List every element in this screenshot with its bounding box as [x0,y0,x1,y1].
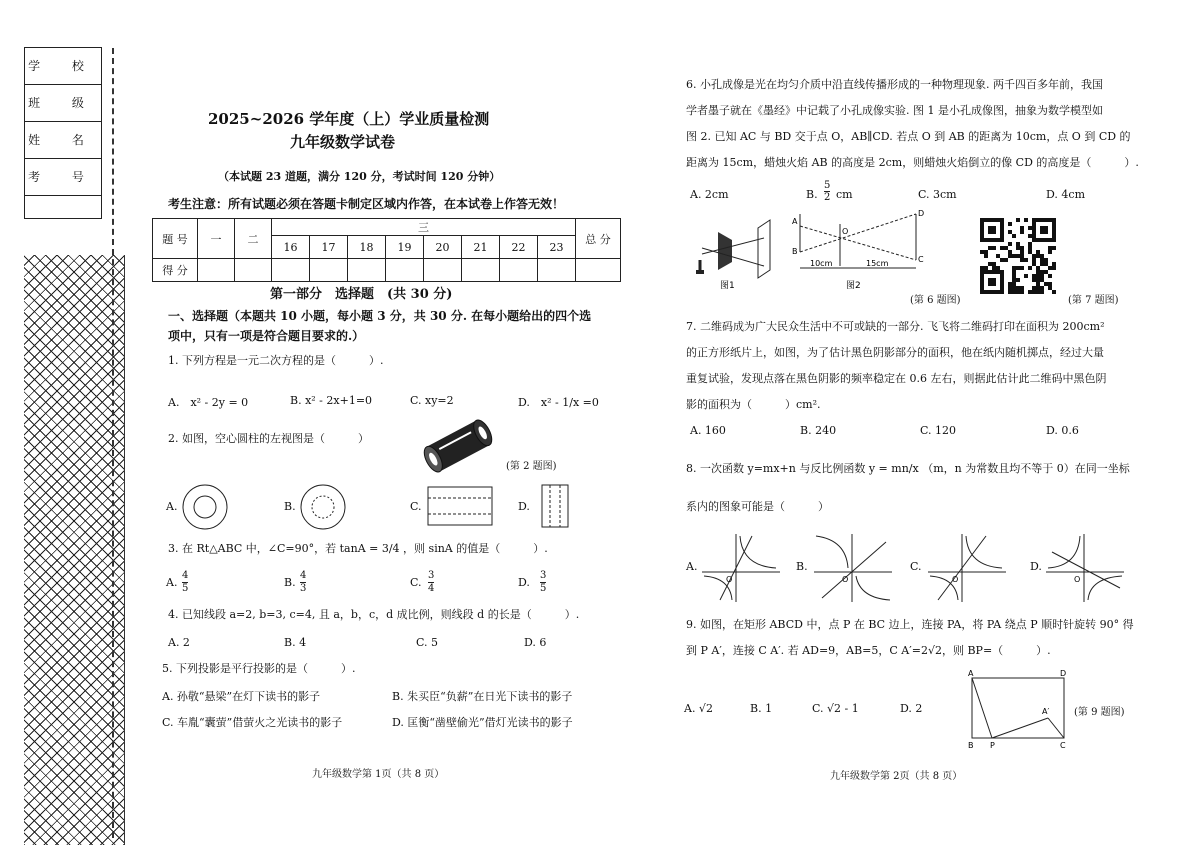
fig2-label: 图2 [846,281,861,291]
q7-line-2: 的正方形纸片上，如图，为了估计黑色阴影部分的面积，他在纸内随机掷点，经过大量 [686,346,1104,359]
q2-option-d: D. [518,500,530,513]
svg-text:B: B [792,247,798,256]
qr-code-figure [980,218,1056,294]
svg-text:C: C [1060,741,1066,750]
svg-text:O: O [952,575,959,584]
q6-b-num: 5 [824,180,831,191]
q7-line-4: 影的面积为（ ）cm². [686,398,821,411]
q9-line-2: 到 P A′，连接 C A′. 若 AD=9，AB=5，C A′=2√2，则 BP=（ ）. [686,644,1051,657]
q3-stem: 3. 在 Rt△ABC 中，∠C=90°，若 tanA = 3/4 ，则 sinA 的值是（ ）. [168,542,548,555]
exam-info: （本试题 23 道题，满分 120 分，考试时间 120 分钟） [218,170,501,183]
q3-b-fraction [300,570,306,595]
header-part-three: 三 [272,219,576,236]
q3-c-num: 3 [428,570,435,581]
q3-b-den: 3 [300,583,307,594]
q6-option-c: C. 3cm [918,188,957,201]
cut-line [112,48,114,838]
q5-option-a: A. 孙敬“悬梁”在灯下读书的影子 [162,690,321,703]
q1-option-b: B. x² - 2x+1=0 [290,394,373,407]
q2-stem: 2. 如图，空心圆柱的左视图是（ ） [168,432,369,445]
q4-stem: 4. 已知线段 a=2, b=3, c=4, 且 a，b，c，d 成比例，则线段 d 的长是（ ）. [168,608,580,621]
q9-caption: (第 9 题图) [1074,707,1125,718]
q6-b-unit: cm [836,188,853,201]
q8-line-2: 系内的图象可能是（ ） [686,500,829,513]
score-col-21: 21 [462,236,500,259]
q6-caption: (第 6 题图) [910,295,961,306]
page-footer-right: 九年级数学第 2页（共 8 页） [830,771,963,782]
q7-option-a: A. 160 [690,424,726,437]
q3-b-num: 4 [300,570,307,581]
score-col-23: 23 [538,236,576,259]
q1-option-a: A. x² - 2y = 0 [168,396,249,409]
q8-graph-b [812,532,894,604]
q3-d-num: 3 [540,570,547,581]
q2-option-b-figure [298,482,348,532]
q3-c-den: 4 [428,583,435,594]
q6-option-d: D. 4cm [1046,188,1086,201]
school-field: 学 校 [25,48,101,85]
q9-option-c: C. √2 - 1 [812,702,859,715]
q3-d-fraction [540,570,546,595]
q8-graph-d [1044,532,1126,604]
q2-option-b: B. [284,500,296,513]
q6-option-a: A. 2cm [690,188,729,201]
q8-option-c: C. [910,560,922,573]
q2-option-c-figure [426,484,496,530]
header-score: 得 分 [153,259,198,282]
hatched-binding-area [24,255,125,845]
q5-option-b: B. 朱买臣“负薪”在日光下读书的影子 [392,690,573,703]
q3-option-c: C. [410,576,422,589]
score-col-22: 22 [500,236,538,259]
q9-option-a: A. √2 [684,702,713,715]
score-col-17: 17 [310,236,348,259]
q6-line-3: 图 2. 已知 AC 与 BD 交于点 O，AB∥CD. 若点 O 到 AB 的距离为 10cm，点 O 到 CD 的 [686,130,1131,143]
pinhole-figure-2 [792,204,932,294]
q7-caption: (第 7 题图) [1068,295,1119,306]
exam-title: 2025~2026 学年度（上）学业质量检测 [208,110,490,128]
q9-line-1: 9. 如图，在矩形 ABCD 中，点 P 在 BC 边上，连接 PA，将 PA 绕点 P 顺时针旋转 90° 得 [686,618,1134,631]
q3-c-fraction [428,570,434,595]
score-col-19: 19 [386,236,424,259]
q3-option-d: D. [518,576,530,589]
hollow-cylinder-figure [418,418,498,474]
len1-label: 10cm [810,259,833,268]
header-total: 总 分 [576,219,621,259]
q2-option-a-figure [180,482,230,532]
header-part-two: 二 [235,219,272,259]
q9-rectangle-figure [964,666,1074,752]
q8-option-d: D. [1030,560,1042,573]
blank-field [25,196,101,218]
q3-a-fraction [182,570,188,595]
svg-text:O: O [726,575,733,584]
q4-option-b: B. 4 [284,636,307,649]
q6-b-den: 2 [824,192,831,203]
q8-graph-c [926,532,1008,604]
exam-number-field: 考 号 [25,159,101,196]
score-table [152,218,621,282]
score-col-18: 18 [348,236,386,259]
score-col-16: 16 [272,236,310,259]
name-field: 姓 名 [25,122,101,159]
q6-line-2: 学者墨子就在《墨经》中记载了小孔成像实验. 图 1 是小孔成像图，抽象为数学模型如 [686,104,1103,117]
part-one-instruction: 一、选择题（本题共 10 小题，每小题 3 分，共 30 分. 在每小题给出的四个选 [168,309,592,323]
score-col-20: 20 [424,236,462,259]
q3-d-den: 5 [540,583,547,594]
svg-text:B: B [968,741,974,750]
q1-option-d: D. x² - 1/x =0 [518,396,599,409]
fig1-label: 图1 [720,281,735,290]
svg-text:D: D [1060,669,1067,678]
q7-line-1: 7. 二维码成为广大民众生活中不可或缺的一部分. 飞飞将二维码打印在面积为 200cm² [686,320,1105,333]
q2-caption: (第 2 题图) [506,461,557,472]
student-info-box [24,47,102,219]
q2-option-d-figure [538,482,574,530]
svg-text:O: O [842,575,849,584]
q8-line-1: 8. 一次函数 y=mx+n 与反比例函数 y = mn/x （m，n 为常数且均不等于 0）在同一坐标 [686,462,1130,475]
q2-option-c: C. [410,500,422,513]
q3-a-num: 4 [182,570,189,581]
svg-text:C: C [918,255,924,264]
q3-a-den: 5 [182,583,189,594]
svg-text:P: P [990,741,995,750]
exam-subtitle: 九年级数学试卷 [290,133,396,151]
part-one-instruction-cont: 项中，只有一项是符合题目要求的.） [168,329,365,343]
header-question-number: 题 号 [153,219,198,259]
len2-label: 15cm [866,259,889,268]
q5-option-c: C. 车胤“囊萤”借萤火之光读书的影子 [162,716,343,729]
q8-graph-a [700,532,782,604]
class-field: 班 级 [25,85,101,122]
svg-text:A: A [968,669,974,678]
q4-option-c: C. 5 [416,636,439,649]
q3-option-b: B. [284,576,296,589]
svg-text:A′: A′ [1042,707,1050,716]
page-footer-left: 九年级数学第 1页（共 8 页） [312,769,445,780]
q4-option-a: A. 2 [168,636,190,649]
q9-option-b: B. 1 [750,702,773,715]
q4-option-d: D. 6 [524,636,547,649]
q6-line-4: 距离为 15cm，蜡烛火焰 AB 的高度是 2cm，则蜡烛火焰倒立的像 CD 的高度是（ ）. [686,156,1139,169]
svg-text:O: O [842,227,849,236]
pinhole-figure-1 [688,210,788,290]
svg-text:A: A [792,217,798,226]
exam-notice: 考生注意：所有试题必须在答题卡制定区域内作答，在本试卷上作答无效！ [168,197,565,211]
q6-line-1: 6. 小孔成像是光在均匀介质中沿直线传播形成的一种物理现象. 两千四百多年前，我国 [686,78,1103,91]
svg-text:D: D [918,209,925,218]
q6-option-b: B. [806,188,818,201]
q8-option-b: B. [796,560,808,573]
q3-option-a: A. [166,576,178,589]
q9-option-d: D. 2 [900,702,923,715]
q7-option-c: C. 120 [920,424,957,437]
q2-option-a: A. [166,500,178,513]
q5-stem: 5. 下列投影是平行投影的是（ ）. [162,662,356,675]
q5-option-d: D. 匡衡“凿壁偷光”借灯光读书的影子 [392,716,573,729]
q6-b-fraction [824,180,830,203]
q7-option-b: B. 240 [800,424,837,437]
svg-text:O: O [1074,575,1081,584]
header-part-one: 一 [198,219,235,259]
part-one-title: 第一部分 选择题 (共 30 分) [270,287,453,302]
q7-option-d: D. 0.6 [1046,424,1079,437]
q1-option-c: C. xy=2 [410,394,454,407]
q1-stem: 1. 下列方程是一元二次方程的是（ ）. [168,354,384,367]
q7-line-3: 重复试验，发现点落在黑色阴影的频率稳定在 0.6 左右，则据此估计此二维码中黑色阴 [686,372,1107,385]
q8-option-a: A. [686,560,698,573]
